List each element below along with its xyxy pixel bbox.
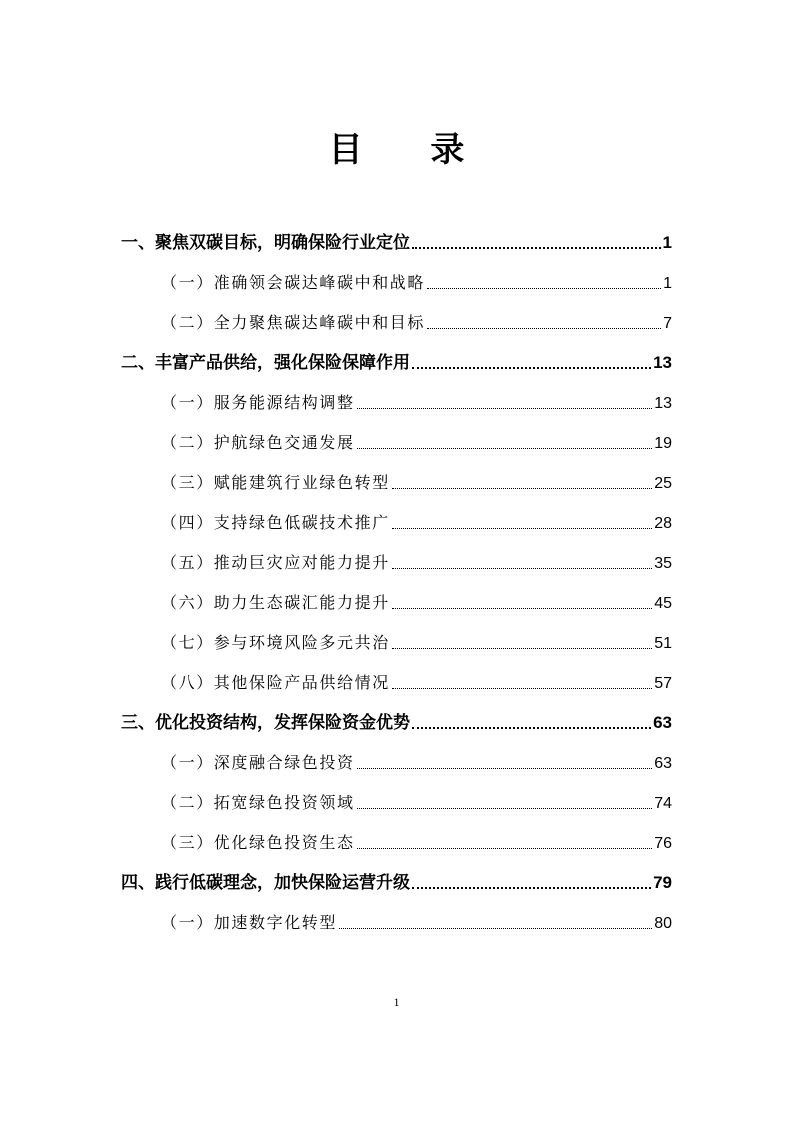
toc-entry-label: 二、丰富产品供给，强化保险保障作用: [121, 353, 410, 373]
dot-leader: [392, 607, 652, 609]
dot-leader: [339, 927, 652, 929]
toc-entry-page: 74: [654, 795, 672, 812]
dot-leader: [427, 287, 661, 289]
toc-entry-page: 63: [654, 755, 672, 772]
toc-entry[interactable]: [161, 630, 672, 656]
dot-leader: [392, 567, 652, 569]
page-number: 1: [393, 995, 400, 1009]
toc-entry-page: 57: [654, 675, 672, 692]
dot-leader: [412, 366, 651, 369]
dot-leader: [357, 847, 653, 849]
toc-entry-page: 79: [653, 873, 672, 892]
dot-leader: [357, 767, 653, 769]
toc-entry-page: 7: [663, 315, 672, 332]
toc-entry-label: 一、聚焦双碳目标，明确保险行业定位: [121, 233, 410, 253]
toc-entry-page: 51: [654, 635, 672, 652]
toc-entry-label: （二）拓宽绿色投资领域: [161, 793, 355, 812]
dot-leader: [357, 407, 653, 409]
toc-entry-label: （一）准确领会碳达峰碳中和战略: [161, 273, 426, 292]
toc-title: 目 录: [328, 130, 493, 170]
dot-leader: [357, 447, 653, 449]
dot-leader: [392, 687, 652, 689]
toc-entry-page: 45: [654, 595, 672, 612]
toc-entry-label: （五）推动巨灾应对能力提升: [161, 553, 390, 572]
toc-entry-label: （七）参与环境风险多元共治: [161, 633, 390, 652]
toc-entry[interactable]: [161, 790, 672, 816]
toc-entry-page: 13: [654, 395, 672, 412]
toc-entry-page: 63: [653, 713, 672, 732]
toc-entry[interactable]: [161, 910, 672, 936]
toc-entry[interactable]: [161, 590, 672, 616]
toc-entry-page: 1: [662, 233, 672, 252]
toc-entry[interactable]: [121, 710, 672, 736]
toc-entry-page: 76: [654, 835, 672, 852]
toc-entry-label: （四）支持绿色低碳技术推广: [161, 513, 390, 532]
toc-entry[interactable]: [161, 750, 672, 776]
toc-entry-label: 四、践行低碳理念，加快保险运营升级: [121, 873, 410, 893]
dot-leader: [412, 726, 651, 729]
toc-entry-page: 25: [654, 475, 672, 492]
toc-entry-page: 35: [654, 555, 672, 572]
toc-entry[interactable]: [121, 870, 672, 896]
toc-entry[interactable]: [161, 430, 672, 456]
dot-leader: [412, 886, 651, 889]
toc-entry[interactable]: [161, 670, 672, 696]
toc-entry[interactable]: [161, 510, 672, 536]
dot-leader: [392, 527, 652, 529]
toc-entry[interactable]: [161, 270, 672, 296]
dot-leader: [427, 327, 661, 329]
toc-entry-page: 80: [654, 915, 672, 932]
toc-entry[interactable]: [161, 390, 672, 416]
toc-entry[interactable]: [161, 550, 672, 576]
toc-entry-label: （一）深度融合绿色投资: [161, 753, 355, 772]
toc-entry-label: （八）其他保险产品供给情况: [161, 673, 390, 692]
toc-entry-label: 三、优化投资结构，发挥保险资金优势: [121, 713, 410, 733]
toc-entry-label: （六）助力生态碳汇能力提升: [161, 593, 390, 612]
toc-entry-page: 1: [663, 275, 672, 292]
toc-entry[interactable]: [121, 230, 672, 256]
toc-entry[interactable]: [161, 310, 672, 336]
dot-leader: [392, 647, 652, 649]
toc-entry-label: （三）优化绿色投资生态: [161, 833, 355, 852]
toc-entry-page: 28: [654, 515, 672, 532]
toc-entry-label: （一）加速数字化转型: [161, 913, 338, 932]
toc-entry-label: （二）全力聚焦碳达峰碳中和目标: [161, 313, 426, 332]
toc-entry-label: （二）护航绿色交通发展: [161, 433, 355, 452]
toc-entry-page: 19: [654, 435, 672, 452]
toc-entry-label: （三）赋能建筑行业绿色转型: [161, 473, 390, 492]
toc-entry[interactable]: [161, 470, 672, 496]
toc-entry[interactable]: [161, 830, 672, 856]
toc-entry-label: （一）服务能源结构调整: [161, 393, 355, 412]
toc-entry-page: 13: [653, 353, 672, 372]
toc-entry[interactable]: [121, 350, 672, 376]
dot-leader: [392, 487, 652, 489]
dot-leader: [412, 246, 661, 249]
dot-leader: [357, 807, 653, 809]
